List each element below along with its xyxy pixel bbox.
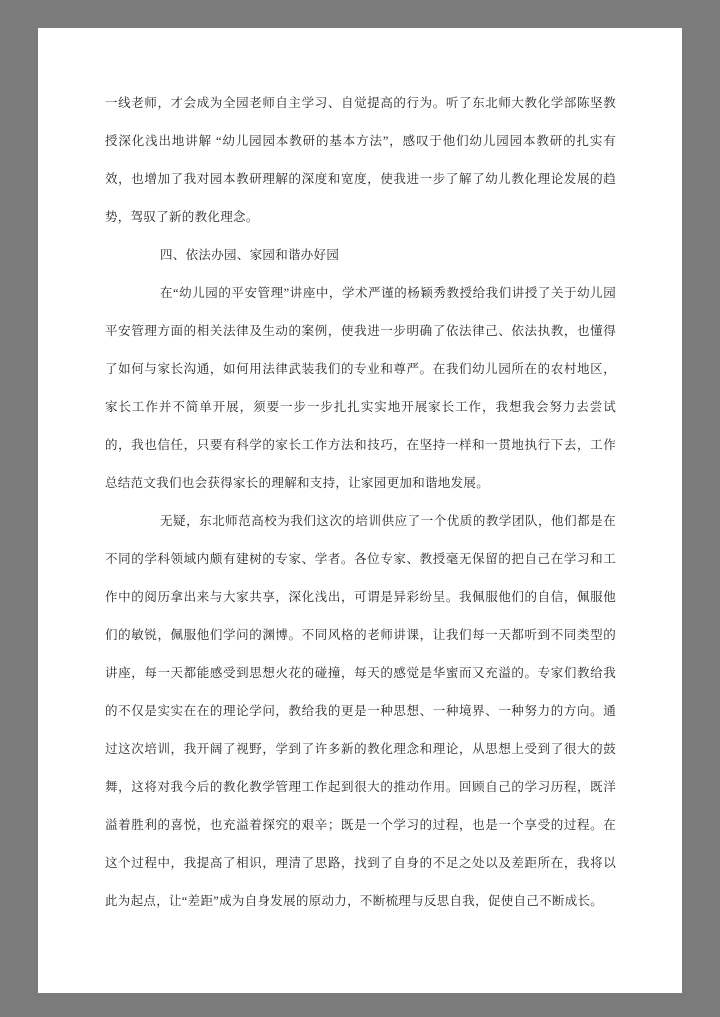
section-heading: 四、依法办园、家园和谐办好园 xyxy=(160,248,340,262)
paragraph-body-continuation: 一线老师，才会成为全园老师自主学习、自觉提高的行为。听了东北师大教化学部陈坚教授深化浅出地讲解 “幼儿园园本教研的基本方法”，感叹于他们幼儿园园本教研的扎实有效，也增加了我对园本教研理解的深度和宽度，使我进一步了解了幼儿教化理论发展的趋势，驾驭了新的教化理念。 xyxy=(105,96,616,224)
document-page xyxy=(38,28,682,993)
document-text-area xyxy=(105,84,616,920)
paragraph-body: 无疑，东北师范高校为我们这次的培训供应了一个优质的教学团队，他们都是在不同的学科领域内颇有建树的专家、学者。各位专家、教授毫无保留的把自己在学习和工作中的阅历拿出来与大家共享，深化浅出，可谓是异彩纷呈。我佩服他们的自信，佩服他们的敏锐，佩服他们学问的渊博。不同风格的老师讲课，让我们每一天都听到不同类型的讲座，每一天都能感受到思想火花的碰撞，每天的感觉是华蜜而又充溢的。专家们教给我的不仅是实实在在的理论学问，教给我的更是一种思想、一种境界、一种努力的方向。通过这次培训，我开阔了视野，学到了许多新的教化理念和理论，从思想上受到了很大的鼓舞，这将对我今后的教化教学管理工作起到很大的推动作用。回顾自己的学习历程，既洋溢着胜利的喜悦，也充溢着探究的艰辛；既是一个学习的过程，也是一个享受的过程。在这个过程中，我提高了相识，理清了思路，找到了自身的不足之处以及差距所在，我将以此为起点，让“差距”成为自身发展的原动力，不断梳理与反思自我，促使自己不断成长。 xyxy=(105,514,616,908)
paragraph-body: 在“幼儿园的平安管理”讲座中，学术严谨的杨颖秀教授给我们讲授了关于幼儿园平安管理方面的相关法律及生动的案例，使我进一步明确了依法律己、依法执教，也懂得了如何与家长沟通，如何用法律武装我们的专业和尊严。在我们幼儿园所在的农村地区，家长工作并不简单开展，须要一步一步扎扎实实地开展家长工作，我想我会努力去尝试的，我也信任，只要有科学的家长工作方法和技巧，在坚持一样和一贯地执行下去，工作总结范文我们也会获得家长的理解和支持，让家园更加和谐地发展。 xyxy=(105,286,616,490)
